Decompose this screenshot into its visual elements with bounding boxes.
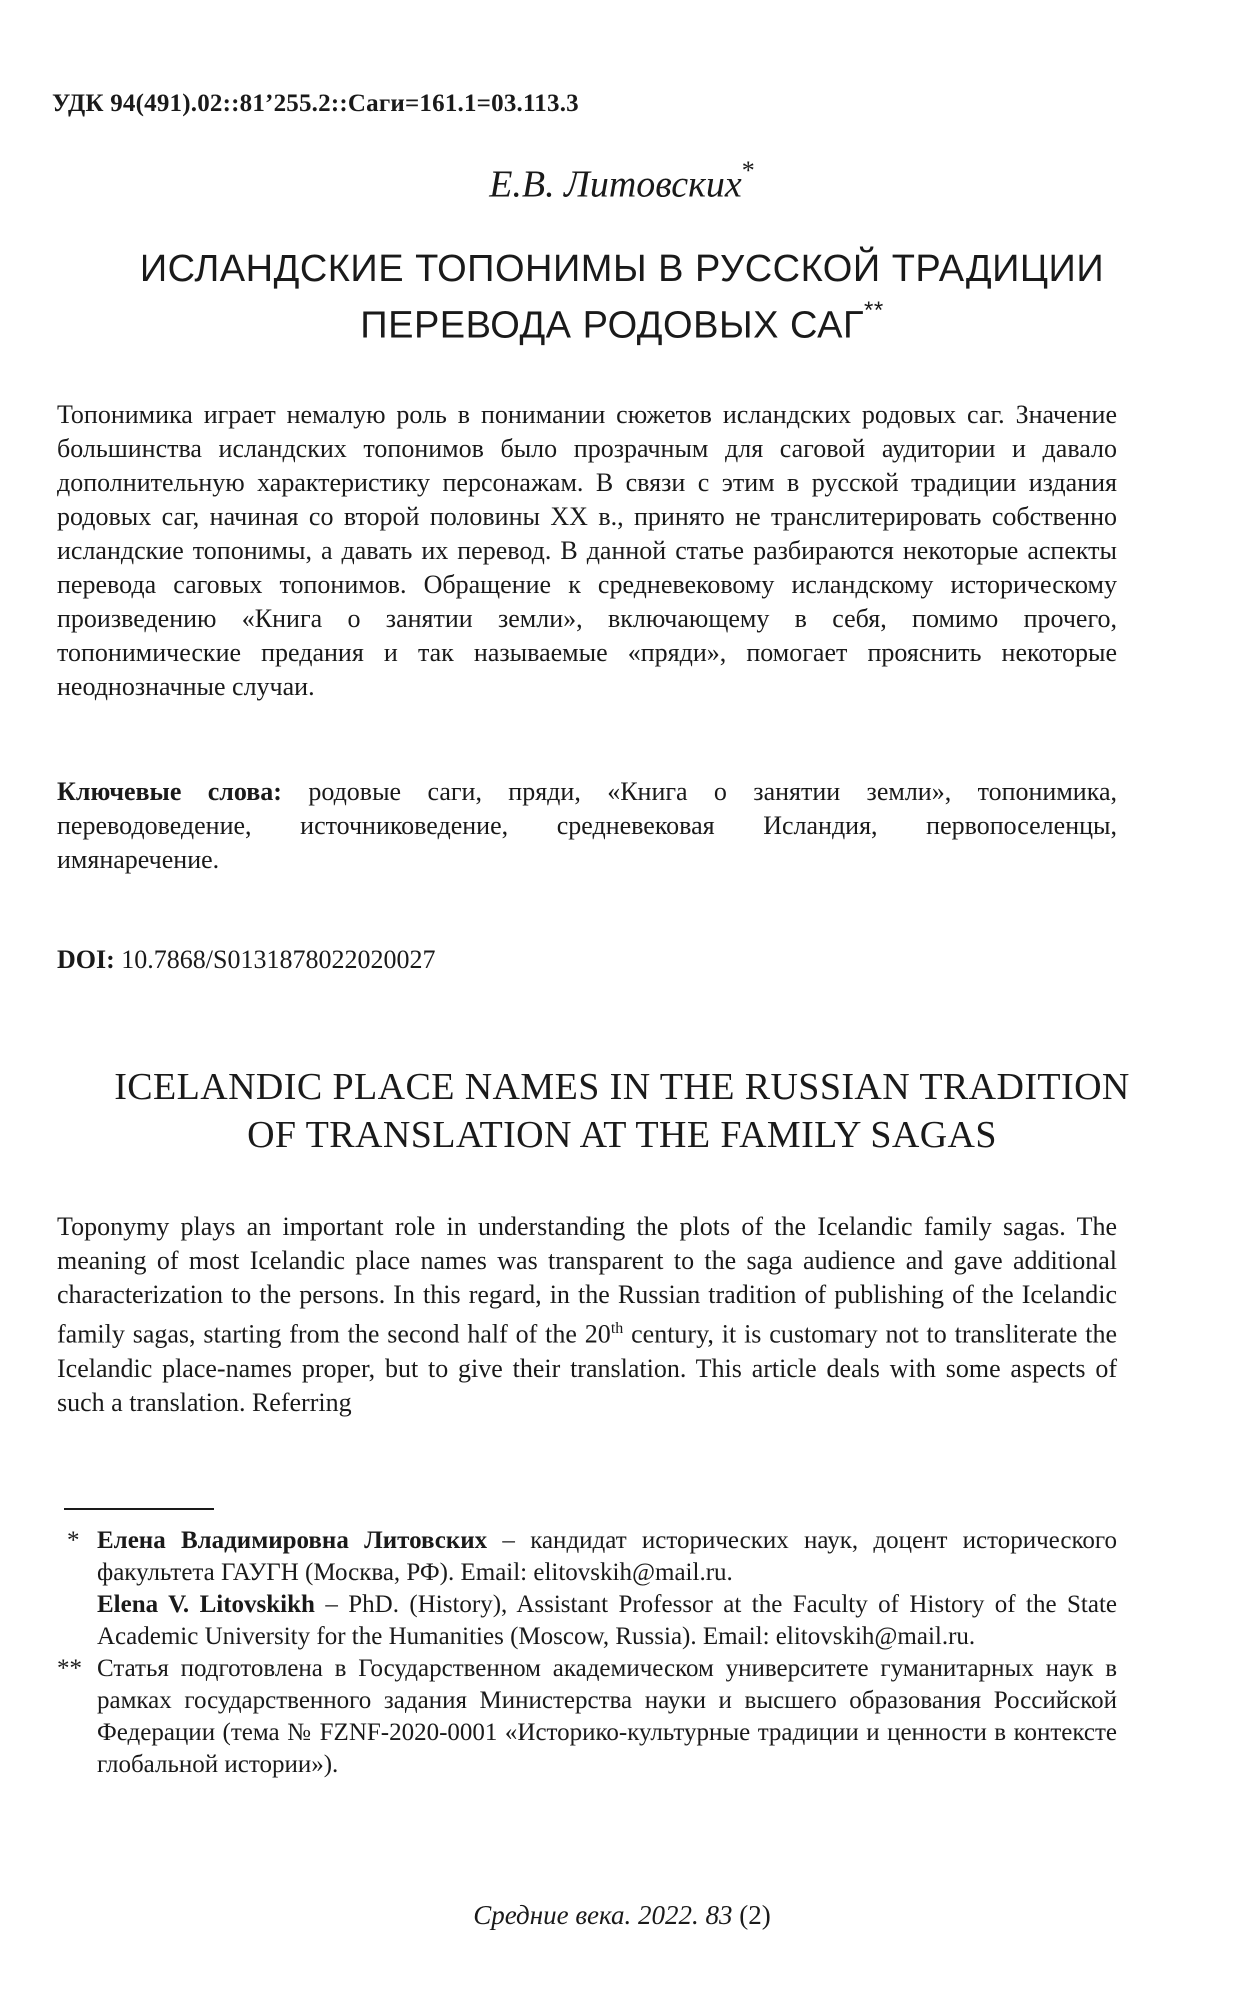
title-english-line1: ICELANDIC PLACE NAMES IN THE RUSSIAN TRADITION xyxy=(114,1066,1130,1108)
footnote-2 xyxy=(57,1653,1117,1781)
title-english xyxy=(40,1063,1204,1159)
keywords xyxy=(57,775,1117,877)
footnote-1-en-text: – PhD. (History), Assistant Professor at the Faculty of History of the State Academic University for the Humanities (Moscow, Russia). Email: elitovskih@mail.ru. xyxy=(97,1591,1117,1650)
footnote-2-text: Статья подготовлена в Государственном академическом университете гуманитарных наук в рамках государственного задания Министерства науки и высшего образования Российской Федерации (тема № FZNF-2020-0001 «Историко-культурные традиции и ценности в контексте глобальной истории»). xyxy=(97,1655,1117,1778)
author-footnote-mark: * xyxy=(741,156,755,185)
abstract-english xyxy=(57,1210,1117,1420)
footnote-1-en-name: Elena V. Litovskikh xyxy=(97,1591,315,1618)
keywords-text: родовые саги, пряди, «Книга о занятии земли», топонимика, переводоведение, источниковедение, средневековая Исландия, первопоселенцы, имянаречение. xyxy=(57,777,1117,874)
footnote-1-mark: * xyxy=(67,1527,80,1554)
title-footnote-mark: ** xyxy=(864,297,884,324)
footnotes xyxy=(57,1525,1117,1781)
doi-value[interactable]: 10.7868/S0131878022020027 xyxy=(121,945,436,974)
ordinal-superscript: th xyxy=(610,1320,624,1337)
doi-label: DOI: xyxy=(57,945,115,974)
title-russian-line2: ПЕРЕВОДА РОДОВЫХ САГ xyxy=(360,304,865,347)
footnote-1-ru-text: – кандидат исторических наук, доцент исторического факультета ГАУГН (Москва, РФ). Email: elitovskih@mail.ru. xyxy=(97,1527,1117,1586)
abstract-russian: Топонимика играет немалую роль в понимании сюжетов исландских родовых саг. Значение большинства исландских топонимов было прозрачным для саговой аудитории и давало дополнительную характеристику персонажам. В связи с этим в русской традиции издания родовых саг, начиная со второй половины XX в., принято не транслитерировать собственно исландские топонимы, а давать их перевод. В данной статье разбираются некоторые аспекты перевода саговых топонимов. Обращение к средневековому исландскому историческому произведению «Книга о занятии земли», включающему в себя, помимо прочего, топонимические предания и так называемые «пряди», помогает прояснить некоторые неоднозначные случаи. xyxy=(57,400,1117,701)
doi xyxy=(57,945,435,975)
abstract-english-part2: century, it is customary not to transliterate the Icelandic place-names proper, but to give their translation. This article deals with some aspects of such a translation. Referring xyxy=(57,1319,1117,1417)
journal-name: Средние века. 2022. 83 xyxy=(473,1900,733,1930)
journal-issue: (2) xyxy=(739,1900,771,1930)
footnote-1-ru-name: Елена Владимировна Литовских xyxy=(97,1527,488,1554)
title-russian-line2-wrap xyxy=(60,293,1184,350)
abstract-english-part1: Toponymy plays an important role in understanding the plots of the Icelandic family sagas. The meaning of most Icelandic place names was transparent to the saga audience and gave additional characterization to the persons. In this regard, in the Russian tradition of publishing of the Icelandic family sagas, starting from the second half of the 20 xyxy=(57,1212,1117,1349)
title-english-line2: OF TRANSLATION AT THE FAMILY SAGAS xyxy=(247,1114,997,1156)
footnote-1 xyxy=(57,1525,1117,1589)
keywords-label: Ключевые слова: xyxy=(57,777,282,806)
author-name xyxy=(0,156,1244,207)
footnote-1-english xyxy=(57,1589,1117,1653)
footnote-2-mark: ** xyxy=(57,1655,82,1682)
footnote-separator xyxy=(64,1508,214,1510)
author-name-text: Е.В. Литовских xyxy=(489,163,742,206)
title-russian xyxy=(60,245,1184,350)
title-russian-line1: ИСЛАНДСКИЕ ТОПОНИМЫ В РУССКОЙ ТРАДИЦИИ xyxy=(139,248,1105,290)
journal-footer xyxy=(0,1900,1244,1931)
udk-code: УДК 94(491).02::81’255.2::Саги=161.1=03.113.3 xyxy=(52,90,579,117)
